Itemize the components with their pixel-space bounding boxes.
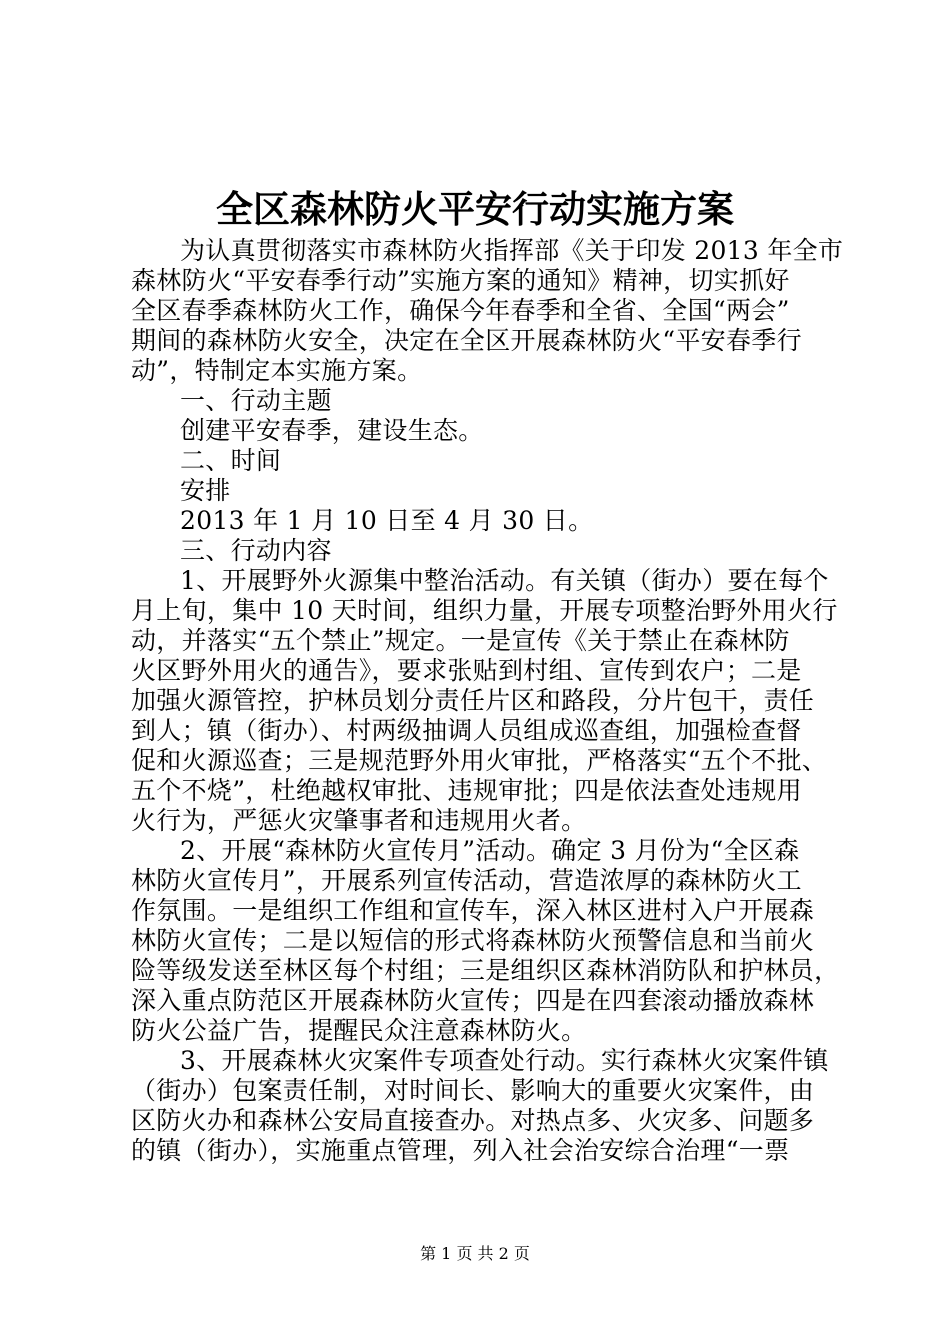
paragraph-line: （街办）包案责任制，对时间长、影响大的重要火灾案件，由 [131, 1076, 815, 1105]
paragraph-line: 的镇（街办），实施重点管理，列入社会治安综合治理“一票 [131, 1136, 790, 1165]
section-heading: 一、行动主题 [180, 386, 332, 415]
paragraph-line: 到人；镇（街办）、村两级抽调人员组成巡查组，加强检查督 [131, 716, 802, 745]
paragraph-line: 火区野外用火的通告》，要求张贴到村组、宣传到农户；二是 [131, 656, 802, 685]
paragraph-line: 为认真贯彻落实市森林防火指挥部《关于印发 2013 年全市 [180, 236, 844, 265]
section-heading: 三、行动内容 [180, 536, 332, 565]
paragraph-line: 火行为，严惩火灾肇事者和违规用火者。 [131, 806, 587, 835]
paragraph-line: 五个不烧”，杜绝越权审批、违规审批；四是依法查处违规用 [131, 776, 802, 805]
section-heading: 二、时间 [180, 446, 282, 475]
paragraph-line: 林防火宣传；二是以短信的形式将森林防火预警信息和当前火 [131, 926, 815, 955]
page-footer: 第 1 页 共 2 页 [420, 1244, 530, 1263]
paragraph-line: 动，并落实“五个禁止”规定。一是宣传《关于禁止在森林防 [131, 626, 790, 655]
paragraph-line: 全区春季森林防火工作，确保今年春季和全省、全国“两会” [131, 296, 790, 325]
paragraph-line: 加强火源管控，护林员划分责任片区和路段，分片包干，责任 [131, 686, 815, 715]
paragraph-line: 险等级发送至林区每个村组；三是组织区森林消防队和护林员， [131, 956, 840, 985]
paragraph-line: 3、开展森林火灾案件专项查处行动。实行森林火灾案件镇 [180, 1046, 829, 1075]
paragraph-line: 防火公益广告，提醒民众注意森林防火。 [131, 1016, 587, 1045]
paragraph-line: 作氛围。一是组织工作组和宣传车，深入林区进村入户开展森 [131, 896, 815, 925]
paragraph-line: 2、开展“森林防火宣传月”活动。确定 3 月份为“全区森 [180, 836, 800, 865]
paragraph-line: 区防火办和森林公安局直接查办。对热点多、火灾多、问题多 [131, 1106, 815, 1135]
paragraph-line: 深入重点防范区开展森林防火宣传；四是在四套滚动播放森林 [131, 986, 815, 1015]
paragraph-line: 1、开展野外火源集中整治活动。有关镇（街办）要在每个 [180, 566, 829, 595]
paragraph-line: 2013 年 1 月 10 日至 4 月 30 日。 [180, 506, 594, 535]
paragraph-line: 创建平安春季，建设生态。 [180, 416, 484, 445]
paragraph-line: 安排 [180, 476, 231, 505]
paragraph-line: 促和火源巡查；三是规范野外用火审批，严格落实“五个不批、 [131, 746, 828, 775]
document-title: 全区森林防火平安行动实施方案 [216, 188, 734, 231]
paragraph-line: 动”，特制定本实施方案。 [131, 356, 423, 385]
paragraph-line: 月上旬，集中 10 天时间，组织力量，开展专项整治野外用火行 [131, 596, 838, 625]
paragraph-line: 期间的森林防火安全，决定在全区开展森林防火“平安春季行 [131, 326, 802, 355]
document-body [131, 236, 844, 1166]
paragraph-line: 林防火宣传月”，开展系列宣传活动，营造浓厚的森林防火工 [131, 866, 802, 895]
paragraph-line: 森林防火“平安春季行动”实施方案的通知》精神，切实抓好 [131, 266, 790, 295]
